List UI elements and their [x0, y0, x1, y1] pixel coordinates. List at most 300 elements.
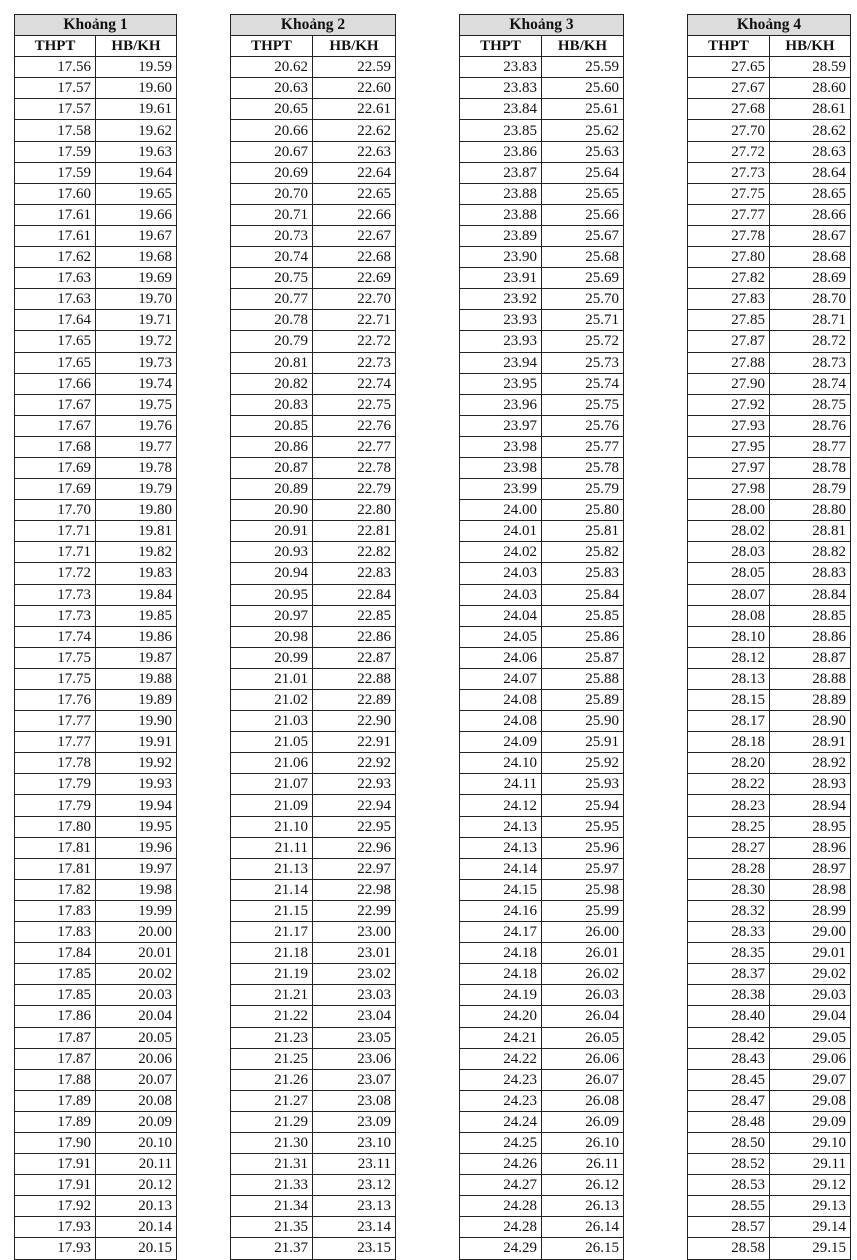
hb-kh-score-cell: 29.01 — [770, 943, 851, 964]
hb-kh-score-cell: 25.65 — [542, 183, 624, 204]
thpt-score-cell: 17.59 — [15, 141, 96, 162]
table-row — [231, 500, 396, 521]
hb-kh-score-cell: 28.91 — [770, 732, 851, 753]
thpt-score-cell: 21.22 — [231, 1006, 313, 1027]
table-row — [231, 204, 396, 225]
table-row — [15, 373, 177, 394]
hb-kh-score-cell: 26.02 — [542, 964, 624, 985]
thpt-score-cell: 21.30 — [231, 1132, 313, 1153]
thpt-score-cell: 17.69 — [15, 479, 96, 500]
hb-kh-score-cell: 28.66 — [770, 204, 851, 225]
hb-kh-score-cell: 26.12 — [542, 1175, 624, 1196]
hb-kh-score-cell: 25.96 — [542, 837, 624, 858]
hb-kh-score-cell: 25.92 — [542, 753, 624, 774]
hb-kh-score-cell: 22.72 — [313, 331, 396, 352]
table-row — [15, 394, 177, 415]
hb-kh-score-cell: 22.98 — [313, 879, 396, 900]
table-row — [460, 542, 624, 563]
thpt-score-cell: 17.74 — [15, 626, 96, 647]
hb-kh-score-cell: 19.62 — [96, 120, 177, 141]
thpt-score-cell: 27.72 — [688, 141, 770, 162]
table-row — [460, 1217, 624, 1238]
thpt-score-cell: 28.35 — [688, 943, 770, 964]
thpt-score-cell: 28.57 — [688, 1217, 770, 1238]
hb-kh-score-cell: 25.74 — [542, 373, 624, 394]
table-row — [688, 99, 851, 120]
thpt-score-cell: 17.67 — [15, 415, 96, 436]
thpt-score-cell: 21.11 — [231, 837, 313, 858]
hb-kh-score-cell: 25.73 — [542, 352, 624, 373]
thpt-score-cell: 28.52 — [688, 1154, 770, 1175]
thpt-score-cell: 17.82 — [15, 879, 96, 900]
table-row — [460, 900, 624, 921]
hb-kh-score-cell: 25.81 — [542, 521, 624, 542]
table-row — [231, 753, 396, 774]
thpt-score-cell: 24.26 — [460, 1154, 542, 1175]
hb-kh-score-cell: 28.97 — [770, 858, 851, 879]
thpt-score-cell: 24.24 — [460, 1111, 542, 1132]
hb-kh-score-cell: 20.04 — [96, 1006, 177, 1027]
thpt-score-cell: 24.18 — [460, 964, 542, 985]
thpt-score-cell: 28.40 — [688, 1006, 770, 1027]
thpt-score-cell: 17.81 — [15, 837, 96, 858]
table-row — [231, 331, 396, 352]
thpt-score-cell: 17.57 — [15, 99, 96, 120]
hb-kh-score-cell: 23.06 — [313, 1048, 396, 1069]
thpt-score-cell: 23.94 — [460, 352, 542, 373]
thpt-score-cell: 28.12 — [688, 647, 770, 668]
table-row — [688, 373, 851, 394]
table-row — [460, 1090, 624, 1111]
table-row — [460, 162, 624, 183]
hb-kh-score-cell: 25.93 — [542, 774, 624, 795]
hb-kh-score-cell: 22.94 — [313, 795, 396, 816]
hb-kh-score-cell: 19.61 — [96, 99, 177, 120]
thpt-score-cell: 21.25 — [231, 1048, 313, 1069]
thpt-score-cell: 28.45 — [688, 1069, 770, 1090]
table-row — [231, 774, 396, 795]
hb-kh-score-cell: 28.82 — [770, 542, 851, 563]
table-row — [460, 943, 624, 964]
hb-kh-score-cell: 19.98 — [96, 879, 177, 900]
table-row — [688, 1154, 851, 1175]
hb-kh-score-cell: 28.80 — [770, 500, 851, 521]
thpt-score-cell: 17.83 — [15, 922, 96, 943]
table-row — [231, 816, 396, 837]
table-row — [688, 310, 851, 331]
thpt-score-cell: 17.93 — [15, 1238, 96, 1259]
table-row — [15, 816, 177, 837]
table-row — [15, 879, 177, 900]
table-row — [231, 162, 396, 183]
table-row — [15, 521, 177, 542]
thpt-score-cell: 28.18 — [688, 732, 770, 753]
table-row — [688, 858, 851, 879]
thpt-score-cell: 24.06 — [460, 647, 542, 668]
hb-kh-score-cell: 28.59 — [770, 57, 851, 78]
hb-kh-score-cell: 19.82 — [96, 542, 177, 563]
hb-kh-score-cell: 19.72 — [96, 331, 177, 352]
table-row — [231, 605, 396, 626]
table-row — [15, 225, 177, 246]
table-row — [460, 1111, 624, 1132]
table-row — [15, 289, 177, 310]
hb-kh-score-cell: 22.83 — [313, 563, 396, 584]
hb-kh-score-cell: 22.82 — [313, 542, 396, 563]
hb-kh-score-cell: 19.65 — [96, 183, 177, 204]
thpt-score-cell: 20.89 — [231, 479, 313, 500]
hb-kh-score-cell: 29.12 — [770, 1175, 851, 1196]
thpt-score-cell: 17.70 — [15, 500, 96, 521]
table-row — [231, 1238, 396, 1259]
table-row — [231, 183, 396, 204]
thpt-score-cell: 20.79 — [231, 331, 313, 352]
table-row — [460, 795, 624, 816]
hb-kh-score-cell: 25.89 — [542, 690, 624, 711]
hb-kh-score-cell: 19.90 — [96, 711, 177, 732]
hb-kh-score-cell: 20.08 — [96, 1090, 177, 1111]
thpt-score-cell: 17.92 — [15, 1196, 96, 1217]
hb-kh-score-cell: 25.94 — [542, 795, 624, 816]
thpt-score-cell: 28.38 — [688, 985, 770, 1006]
hb-kh-score-cell: 22.81 — [313, 521, 396, 542]
thpt-score-cell: 17.57 — [15, 78, 96, 99]
hb-kh-score-cell: 28.65 — [770, 183, 851, 204]
table-row — [460, 415, 624, 436]
thpt-score-cell: 28.25 — [688, 816, 770, 837]
thpt-score-cell: 17.73 — [15, 584, 96, 605]
hb-kh-score-cell: 25.90 — [542, 711, 624, 732]
hb-kh-score-cell: 28.83 — [770, 563, 851, 584]
thpt-score-cell: 17.83 — [15, 900, 96, 921]
thpt-score-cell: 17.56 — [15, 57, 96, 78]
thpt-score-cell: 24.10 — [460, 753, 542, 774]
hb-kh-score-cell: 28.70 — [770, 289, 851, 310]
hb-kh-score-cell: 22.75 — [313, 394, 396, 415]
table-row — [460, 858, 624, 879]
column-header-thpt: THPT — [231, 36, 313, 57]
table-row — [231, 837, 396, 858]
thpt-score-cell: 17.88 — [15, 1069, 96, 1090]
thpt-score-cell: 17.72 — [15, 563, 96, 584]
thpt-score-cell: 21.09 — [231, 795, 313, 816]
hb-kh-score-cell: 28.78 — [770, 457, 851, 478]
table-row — [231, 310, 396, 331]
thpt-score-cell: 17.62 — [15, 247, 96, 268]
table-row — [231, 436, 396, 457]
thpt-score-cell: 17.89 — [15, 1111, 96, 1132]
hb-kh-score-cell: 25.59 — [542, 57, 624, 78]
thpt-score-cell: 17.73 — [15, 605, 96, 626]
table-row — [460, 500, 624, 521]
hb-kh-score-cell: 20.05 — [96, 1027, 177, 1048]
table-row — [15, 162, 177, 183]
table-row — [688, 120, 851, 141]
hb-kh-score-cell: 19.95 — [96, 816, 177, 837]
thpt-score-cell: 23.92 — [460, 289, 542, 310]
hb-kh-score-cell: 20.11 — [96, 1154, 177, 1175]
table-row — [460, 204, 624, 225]
hb-kh-score-cell: 25.62 — [542, 120, 624, 141]
thpt-score-cell: 17.77 — [15, 711, 96, 732]
table-row — [688, 647, 851, 668]
thpt-score-cell: 24.04 — [460, 605, 542, 626]
thpt-score-cell: 20.87 — [231, 457, 313, 478]
table-row — [231, 626, 396, 647]
thpt-score-cell: 20.63 — [231, 78, 313, 99]
table-row — [688, 436, 851, 457]
hb-kh-score-cell: 22.68 — [313, 247, 396, 268]
table-row — [15, 732, 177, 753]
hb-kh-score-cell: 28.71 — [770, 310, 851, 331]
thpt-score-cell: 20.90 — [231, 500, 313, 521]
hb-kh-score-cell: 19.89 — [96, 690, 177, 711]
hb-kh-score-cell: 19.83 — [96, 563, 177, 584]
table-row — [460, 1027, 624, 1048]
thpt-score-cell: 21.05 — [231, 732, 313, 753]
table-row — [460, 1196, 624, 1217]
hb-kh-score-cell: 28.76 — [770, 415, 851, 436]
thpt-score-cell: 24.02 — [460, 542, 542, 563]
thpt-score-cell: 28.20 — [688, 753, 770, 774]
table-row — [460, 837, 624, 858]
table-row — [15, 584, 177, 605]
table-row — [688, 1238, 851, 1259]
table-row — [15, 57, 177, 78]
table-row — [231, 289, 396, 310]
hb-kh-score-cell: 25.79 — [542, 479, 624, 500]
hb-kh-score-cell: 29.03 — [770, 985, 851, 1006]
thpt-score-cell: 21.15 — [231, 900, 313, 921]
table-row — [231, 225, 396, 246]
hb-kh-score-cell: 19.59 — [96, 57, 177, 78]
hb-kh-score-cell: 28.73 — [770, 352, 851, 373]
hb-kh-score-cell: 25.66 — [542, 204, 624, 225]
table-row — [688, 162, 851, 183]
table-row — [231, 732, 396, 753]
table-row — [231, 141, 396, 162]
hb-kh-score-cell: 25.95 — [542, 816, 624, 837]
table-title: Khoảng 2 — [231, 15, 396, 36]
table-row — [688, 1111, 851, 1132]
table-row — [231, 879, 396, 900]
table-row — [460, 394, 624, 415]
hb-kh-score-cell: 22.86 — [313, 626, 396, 647]
thpt-score-cell: 24.03 — [460, 563, 542, 584]
table-row — [460, 1154, 624, 1175]
thpt-score-cell: 21.27 — [231, 1090, 313, 1111]
thpt-score-cell: 28.02 — [688, 521, 770, 542]
hb-kh-score-cell: 22.66 — [313, 204, 396, 225]
hb-kh-score-cell: 26.14 — [542, 1217, 624, 1238]
hb-kh-score-cell: 22.92 — [313, 753, 396, 774]
table-row — [460, 331, 624, 352]
table-row — [231, 268, 396, 289]
hb-kh-score-cell: 22.64 — [313, 162, 396, 183]
table-row — [688, 668, 851, 689]
hb-kh-score-cell: 29.02 — [770, 964, 851, 985]
table-row — [15, 922, 177, 943]
hb-kh-score-cell: 28.61 — [770, 99, 851, 120]
hb-kh-score-cell: 22.61 — [313, 99, 396, 120]
hb-kh-score-cell: 25.75 — [542, 394, 624, 415]
thpt-score-cell: 24.13 — [460, 837, 542, 858]
hb-kh-score-cell: 22.65 — [313, 183, 396, 204]
thpt-score-cell: 28.13 — [688, 668, 770, 689]
hb-kh-score-cell: 29.15 — [770, 1238, 851, 1259]
hb-kh-score-cell: 26.01 — [542, 943, 624, 964]
table-row — [15, 436, 177, 457]
table-row — [460, 668, 624, 689]
table-title: Khoảng 1 — [15, 15, 177, 36]
table-row — [460, 120, 624, 141]
thpt-score-cell: 17.61 — [15, 204, 96, 225]
thpt-score-cell: 27.73 — [688, 162, 770, 183]
hb-kh-score-cell: 29.13 — [770, 1196, 851, 1217]
thpt-score-cell: 17.89 — [15, 1090, 96, 1111]
hb-kh-score-cell: 25.84 — [542, 584, 624, 605]
table-row — [688, 457, 851, 478]
hb-kh-score-cell: 20.12 — [96, 1175, 177, 1196]
thpt-score-cell: 21.34 — [231, 1196, 313, 1217]
table-row — [15, 247, 177, 268]
thpt-score-cell: 28.03 — [688, 542, 770, 563]
hb-kh-score-cell: 25.86 — [542, 626, 624, 647]
hb-kh-score-cell: 28.98 — [770, 879, 851, 900]
column-header-hb-kh: HB/KH — [770, 36, 851, 57]
thpt-score-cell: 23.93 — [460, 331, 542, 352]
hb-kh-score-cell: 23.13 — [313, 1196, 396, 1217]
thpt-score-cell: 21.10 — [231, 816, 313, 837]
thpt-score-cell: 17.66 — [15, 373, 96, 394]
thpt-score-cell: 24.28 — [460, 1196, 542, 1217]
hb-kh-score-cell: 23.04 — [313, 1006, 396, 1027]
thpt-score-cell: 23.97 — [460, 415, 542, 436]
hb-kh-score-cell: 28.74 — [770, 373, 851, 394]
thpt-score-cell: 24.09 — [460, 732, 542, 753]
table-row — [15, 415, 177, 436]
thpt-score-cell: 17.80 — [15, 816, 96, 837]
table-row — [688, 247, 851, 268]
table-row — [460, 352, 624, 373]
table-row — [688, 1175, 851, 1196]
hb-kh-score-cell: 25.67 — [542, 225, 624, 246]
hb-kh-score-cell: 25.60 — [542, 78, 624, 99]
table-row — [15, 563, 177, 584]
score-table-range-4 — [687, 14, 851, 1260]
table-row — [231, 985, 396, 1006]
table-row — [460, 183, 624, 204]
hb-kh-score-cell: 19.70 — [96, 289, 177, 310]
table-row — [15, 626, 177, 647]
hb-kh-score-cell: 28.86 — [770, 626, 851, 647]
hb-kh-score-cell: 19.66 — [96, 204, 177, 225]
table-row — [460, 584, 624, 605]
hb-kh-score-cell: 25.98 — [542, 879, 624, 900]
thpt-score-cell: 27.95 — [688, 436, 770, 457]
thpt-score-cell: 17.69 — [15, 457, 96, 478]
table-row — [231, 521, 396, 542]
thpt-score-cell: 21.37 — [231, 1238, 313, 1259]
thpt-score-cell: 21.06 — [231, 753, 313, 774]
thpt-score-cell: 28.48 — [688, 1111, 770, 1132]
thpt-score-cell: 28.50 — [688, 1132, 770, 1153]
table-row — [231, 394, 396, 415]
thpt-score-cell: 21.19 — [231, 964, 313, 985]
hb-kh-score-cell: 28.63 — [770, 141, 851, 162]
hb-kh-score-cell: 23.03 — [313, 985, 396, 1006]
hb-kh-score-cell: 25.80 — [542, 500, 624, 521]
thpt-score-cell: 24.25 — [460, 1132, 542, 1153]
hb-kh-score-cell: 22.80 — [313, 500, 396, 521]
hb-kh-score-cell: 28.77 — [770, 436, 851, 457]
table-row — [460, 373, 624, 394]
table-row — [688, 605, 851, 626]
thpt-score-cell: 28.28 — [688, 858, 770, 879]
hb-kh-score-cell: 19.64 — [96, 162, 177, 183]
table-row — [460, 563, 624, 584]
hb-kh-score-cell: 19.92 — [96, 753, 177, 774]
hb-kh-score-cell: 20.00 — [96, 922, 177, 943]
hb-kh-score-cell: 19.63 — [96, 141, 177, 162]
column-header-thpt: THPT — [460, 36, 542, 57]
table-row — [231, 668, 396, 689]
hb-kh-score-cell: 23.00 — [313, 922, 396, 943]
hb-kh-score-cell: 20.13 — [96, 1196, 177, 1217]
hb-kh-score-cell: 22.69 — [313, 268, 396, 289]
thpt-score-cell: 27.87 — [688, 331, 770, 352]
hb-kh-score-cell: 29.00 — [770, 922, 851, 943]
hb-kh-score-cell: 20.14 — [96, 1217, 177, 1238]
hb-kh-score-cell: 25.68 — [542, 247, 624, 268]
hb-kh-score-cell: 22.95 — [313, 816, 396, 837]
hb-kh-score-cell: 28.79 — [770, 479, 851, 500]
thpt-score-cell: 21.13 — [231, 858, 313, 879]
hb-kh-score-cell: 28.93 — [770, 774, 851, 795]
hb-kh-score-cell: 22.60 — [313, 78, 396, 99]
thpt-score-cell: 17.63 — [15, 289, 96, 310]
table-row — [15, 1048, 177, 1069]
table-row — [460, 922, 624, 943]
thpt-score-cell: 17.78 — [15, 753, 96, 774]
thpt-score-cell: 21.18 — [231, 943, 313, 964]
table-row — [688, 753, 851, 774]
hb-kh-score-cell: 28.68 — [770, 247, 851, 268]
thpt-score-cell: 17.61 — [15, 225, 96, 246]
hb-kh-score-cell: 26.13 — [542, 1196, 624, 1217]
hb-kh-score-cell: 25.87 — [542, 647, 624, 668]
table-row — [15, 268, 177, 289]
hb-kh-score-cell: 20.02 — [96, 964, 177, 985]
hb-kh-score-cell: 22.89 — [313, 690, 396, 711]
thpt-score-cell: 17.75 — [15, 647, 96, 668]
hb-kh-score-cell: 23.07 — [313, 1069, 396, 1090]
table-row — [688, 774, 851, 795]
table-row — [231, 563, 396, 584]
hb-kh-score-cell: 25.77 — [542, 436, 624, 457]
table-row — [231, 922, 396, 943]
hb-kh-score-cell: 22.97 — [313, 858, 396, 879]
hb-kh-score-cell: 19.97 — [96, 858, 177, 879]
thpt-score-cell: 28.07 — [688, 584, 770, 605]
hb-kh-score-cell: 22.79 — [313, 479, 396, 500]
hb-kh-score-cell: 19.76 — [96, 415, 177, 436]
thpt-score-cell: 21.35 — [231, 1217, 313, 1238]
table-row — [15, 985, 177, 1006]
thpt-score-cell: 27.75 — [688, 183, 770, 204]
table-row — [15, 1090, 177, 1111]
thpt-score-cell: 28.27 — [688, 837, 770, 858]
